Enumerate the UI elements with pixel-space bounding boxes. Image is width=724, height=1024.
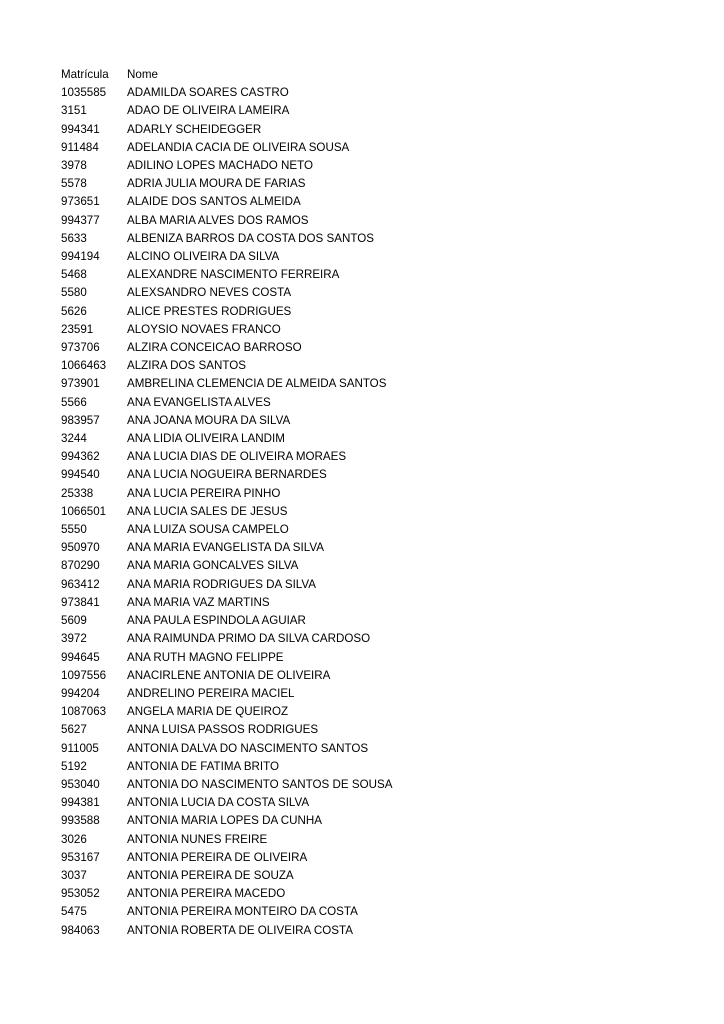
nome-cell: ALEXANDRE NASCIMENTO FERREIRA	[127, 268, 340, 282]
nome-cell: ANTONIA ROBERTA DE OLIVEIRA COSTA	[127, 923, 353, 937]
matricula-cell: 973651	[61, 195, 100, 209]
table-row	[61, 266, 447, 284]
nome-cell: ANA JOANA MOURA DA SILVA	[127, 413, 291, 427]
table-row	[61, 922, 447, 940]
nome-cell: ADILINO LOPES MACHADO NETO	[127, 159, 313, 173]
nome-cell: ADARLY SCHEIDEGGER	[127, 122, 262, 136]
table-row	[61, 230, 447, 248]
matricula-cell: 1066463	[61, 359, 107, 373]
matricula-cell: 25338	[61, 486, 94, 500]
table-row	[61, 885, 447, 903]
table-row	[61, 321, 447, 339]
table-row	[61, 721, 447, 739]
table-row	[61, 776, 447, 794]
header-row	[61, 66, 447, 84]
matricula-cell: 993588	[61, 814, 100, 828]
table-row	[61, 831, 447, 849]
matricula-cell: 973706	[61, 341, 100, 355]
matricula-cell: 983957	[61, 413, 100, 427]
table-row	[61, 466, 447, 484]
matricula-cell: 5475	[61, 905, 87, 919]
matricula-cell: 984063	[61, 923, 100, 937]
nome-cell: ALEXSANDRO NEVES COSTA	[127, 286, 292, 300]
table-row	[61, 903, 447, 921]
matricula-cell: 994540	[61, 468, 100, 482]
nome-cell: ANA LUIZA SOUSA CAMPELO	[127, 523, 289, 537]
nome-cell: ADRIA JULIA MOURA DE FARIAS	[127, 177, 306, 191]
nome-cell: ANA PAULA ESPINDOLA AGUIAR	[127, 614, 306, 628]
table-row	[61, 412, 447, 430]
table-body	[61, 84, 447, 940]
table-row	[61, 612, 447, 630]
matricula-cell: 1087063	[61, 705, 107, 719]
matricula-cell: 953040	[61, 777, 100, 791]
nome-cell: ANA MARIA GONCALVES SILVA	[127, 559, 299, 573]
matricula-cell: 5550	[61, 523, 87, 537]
nome-cell: ANTONIA MARIA LOPES DA CUNHA	[127, 814, 322, 828]
table-row	[61, 102, 447, 120]
matricula-cell: 953167	[61, 850, 100, 864]
table-row	[61, 794, 447, 812]
table-row	[61, 703, 447, 721]
matricula-cell: 963412	[61, 577, 100, 591]
matricula-cell: 23591	[61, 322, 94, 336]
nome-cell: ALZIRA DOS SANTOS	[127, 359, 246, 373]
nome-cell: ANA LUCIA NOGUEIRA BERNARDES	[127, 468, 327, 482]
table-row	[61, 503, 447, 521]
table-row	[61, 375, 447, 393]
nome-cell: ALZIRA CONCEICAO BARROSO	[127, 341, 302, 355]
nome-cell: ANA MARIA VAZ MARTINS	[127, 595, 270, 609]
matricula-cell: 994377	[61, 213, 100, 227]
nome-cell: ANTONIA DALVA DO NASCIMENTO SANTOS	[127, 741, 369, 755]
table-row	[61, 867, 447, 885]
matricula-cell: 1066501	[61, 504, 107, 518]
matricula-cell: 5627	[61, 723, 87, 737]
table-row	[61, 539, 447, 557]
column-header-matricula: Matrícula	[61, 68, 109, 81]
matricula-cell: 5609	[61, 614, 87, 628]
matricula-cell: 3972	[61, 632, 87, 646]
matricula-cell: 5578	[61, 177, 87, 191]
matricula-cell: 994381	[61, 796, 100, 810]
matricula-cell: 5566	[61, 395, 87, 409]
nome-cell: ANTONIA DO NASCIMENTO SANTOS DE SOUSA	[127, 777, 393, 791]
nome-cell: ADELANDIA CACIA DE OLIVEIRA SOUSA	[127, 140, 350, 154]
nome-cell: ANA LUCIA DIAS DE OLIVEIRA MORAES	[127, 450, 347, 464]
matricula-cell: 5192	[61, 759, 87, 773]
table-row	[61, 812, 447, 830]
table-row	[61, 557, 447, 575]
nome-cell: ANGELA MARIA DE QUEIROZ	[127, 705, 289, 719]
matricula-cell: 994194	[61, 250, 100, 264]
table-row	[61, 667, 447, 685]
table-row	[61, 139, 447, 157]
matricula-cell: 973841	[61, 595, 100, 609]
nome-cell: ADAO DE OLIVEIRA LAMEIRA	[127, 104, 290, 118]
nome-cell: AMBRELINA CLEMENCIA DE ALMEIDA SANTOS	[127, 377, 387, 391]
nome-cell: ANA MARIA RODRIGUES DA SILVA	[127, 577, 316, 591]
table-row	[61, 576, 447, 594]
nome-cell: ALAIDE DOS SANTOS ALMEIDA	[127, 195, 301, 209]
nome-cell: ANTONIA LUCIA DA COSTA SILVA	[127, 796, 310, 810]
nome-cell: ANTONIA NUNES FREIRE	[127, 832, 268, 846]
table-row	[61, 121, 447, 139]
matricula-cell: 994341	[61, 122, 100, 136]
nome-cell: ANTONIA PEREIRA DE SOUZA	[127, 868, 294, 882]
matricula-cell: 973901	[61, 377, 100, 391]
nome-cell: ANA EVANGELISTA ALVES	[127, 395, 271, 409]
nome-cell: ANTONIA DE FATIMA BRITO	[127, 759, 280, 773]
table-row	[61, 649, 447, 667]
table-row	[61, 284, 447, 302]
matricula-cell: 994645	[61, 650, 100, 664]
matricula-cell: 911484	[61, 140, 99, 154]
matricula-cell: 5626	[61, 304, 87, 318]
nome-cell: ALBENIZA BARROS DA COSTA DOS SANTOS	[127, 231, 374, 245]
matricula-cell: 950970	[61, 541, 100, 555]
matricula-cell: 3026	[61, 832, 87, 846]
matricula-cell: 870290	[61, 559, 100, 573]
nome-cell: ANA LUCIA PEREIRA PINHO	[127, 486, 281, 500]
matricula-cell: 1035585	[61, 86, 107, 100]
nome-cell: ALOYSIO NOVAES FRANCO	[127, 322, 281, 336]
matricula-cell: 953052	[61, 887, 100, 901]
table-row	[61, 740, 447, 758]
table-row	[61, 175, 447, 193]
table-row	[61, 594, 447, 612]
matricula-cell: 994362	[61, 450, 100, 464]
matricula-cell: 3037	[61, 868, 87, 882]
table-row	[61, 303, 447, 321]
column-header-nome: Nome	[127, 68, 158, 81]
nome-cell: ANA LIDIA OLIVEIRA LANDIM	[127, 432, 285, 446]
matricula-cell: 1097556	[61, 668, 107, 682]
table-row	[61, 758, 447, 776]
nome-cell: ANACIRLENE ANTONIA DE OLIVEIRA	[127, 668, 331, 682]
matricula-cell: 3244	[61, 432, 87, 446]
table-row	[61, 394, 447, 412]
nome-cell: ANTONIA PEREIRA DE OLIVEIRA	[127, 850, 308, 864]
nome-cell: ANTONIA PEREIRA MACEDO	[127, 887, 286, 901]
matricula-cell: 911005	[61, 741, 99, 755]
nome-cell: ANA RAIMUNDA PRIMO DA SILVA CARDOSO	[127, 632, 371, 646]
matricula-cell: 994204	[61, 686, 100, 700]
matricula-cell: 3978	[61, 159, 87, 173]
table-row	[61, 448, 447, 466]
matricula-cell: 5633	[61, 231, 87, 245]
roster-table	[61, 66, 447, 940]
table-row	[61, 630, 447, 648]
table-row	[61, 84, 447, 102]
nome-cell: ALBA MARIA ALVES DOS RAMOS	[127, 213, 309, 227]
nome-cell: ANA MARIA EVANGELISTA DA SILVA	[127, 541, 324, 555]
matricula-cell: 5580	[61, 286, 87, 300]
table-row	[61, 357, 447, 375]
table-row	[61, 485, 447, 503]
nome-cell: ADAMILDA SOARES CASTRO	[127, 86, 289, 100]
table-row	[61, 248, 447, 266]
table-row	[61, 521, 447, 539]
nome-cell: ANNA LUISA PASSOS RODRIGUES	[127, 723, 319, 737]
table-row	[61, 193, 447, 211]
table-row	[61, 685, 447, 703]
table-row	[61, 157, 447, 175]
matricula-cell: 5468	[61, 268, 87, 282]
nome-cell: ANDRELINO PEREIRA MACIEL	[127, 686, 295, 700]
nome-cell: ANTONIA PEREIRA MONTEIRO DA COSTA	[127, 905, 358, 919]
matricula-cell: 3151	[61, 104, 87, 118]
table-header	[61, 66, 447, 84]
table-row	[61, 430, 447, 448]
nome-cell: ANA RUTH MAGNO FELIPPE	[127, 650, 284, 664]
table-row	[61, 339, 447, 357]
table-row	[61, 212, 447, 230]
nome-cell: ALCINO OLIVEIRA DA SILVA	[127, 250, 280, 264]
nome-cell: ALICE PRESTES RODRIGUES	[127, 304, 292, 318]
nome-cell: ANA LUCIA SALES DE JESUS	[127, 504, 288, 518]
table-row	[61, 849, 447, 867]
